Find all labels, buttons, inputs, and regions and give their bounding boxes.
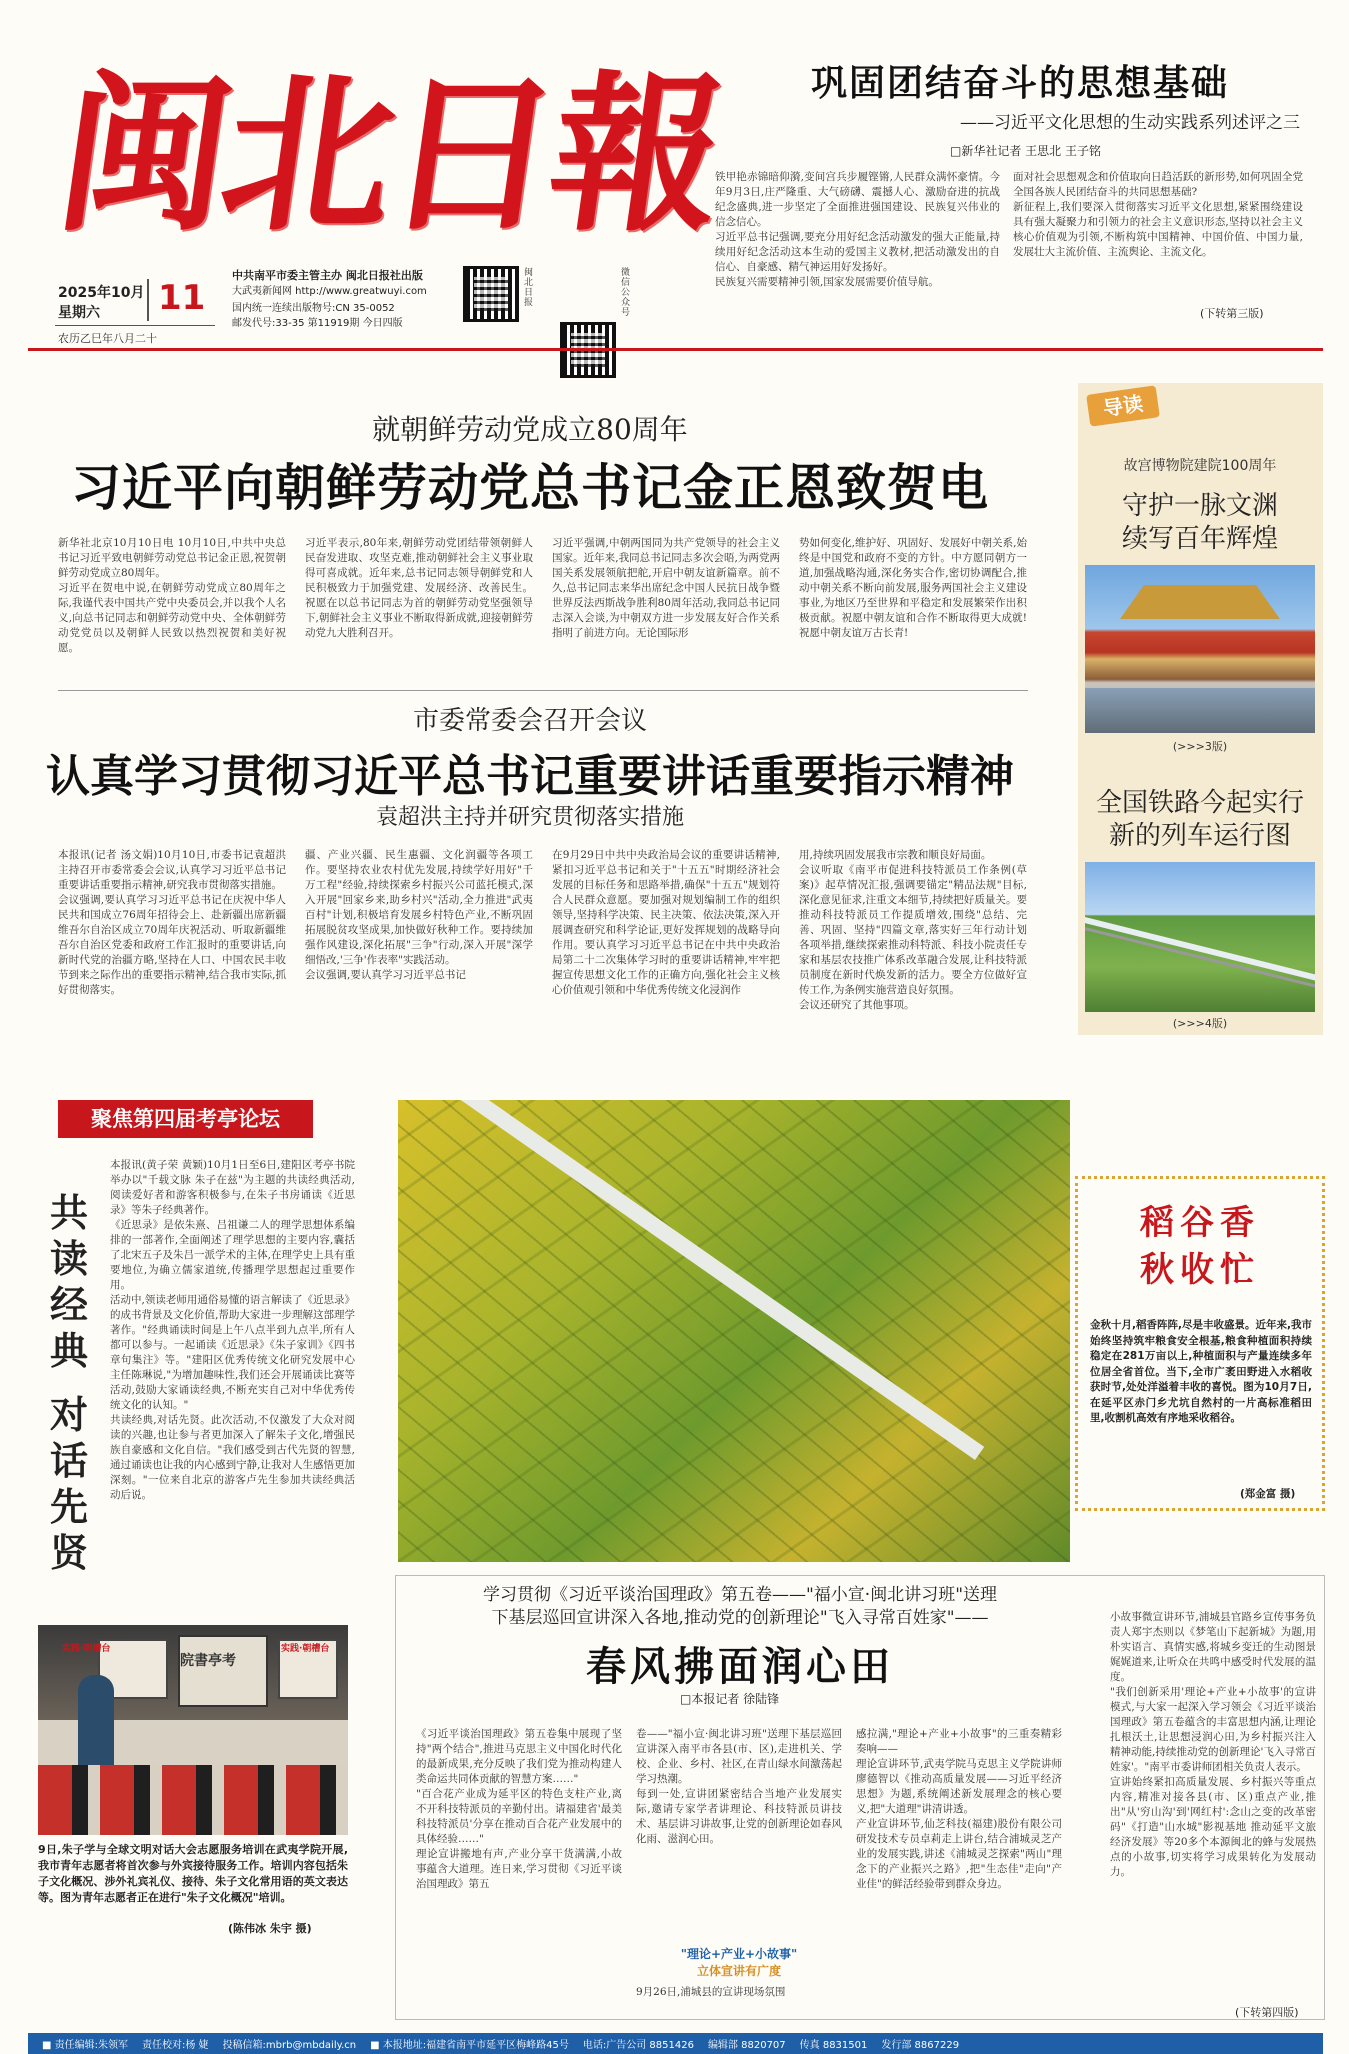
forbidden-city-photo (1085, 565, 1315, 733)
qr-label: 微信公众号 (621, 268, 631, 318)
lead-col: 势如何变化,维护好、巩固好、发展好中朝关系,始终是中国党和政府不变的方针。中方愿同朝方一道,加强战略沟通,深化务实合作,密切协调配合,推动中朝关系不断向前发展,服务两国社会主义建设事业,为地区乃至世界和平稳定和发展繁荣作出积极贡献。祝愿中朝友谊和合作不断取得更大成就!祝愿中朝友谊万古长青! (799, 537, 1027, 639)
meeting-headline: 认真学习贯彻习近平总书记重要讲话重要指示精神 (46, 751, 1014, 802)
photo-sign-text: 院書亭考 (180, 1653, 236, 1669)
lead-col: 习近平表示,80年来,朝鲜劳动党团结带领朝鲜人民奋发进取、攻坚克难,推动朝鲜社会主义事业取得可喜成就。近年来,总书记同志领导朝鲜党和人民积极致力于加强党建、发展经济、改善民生。祝愿在以总书记同志为首的朝鲜劳动党坚强领导下,朝鲜社会主义事业不断取得新成就,迎接朝鲜劳动党九大胜利召开。 (305, 537, 533, 639)
lunar-date: 农历乙巳年八月二十 (58, 332, 157, 345)
postal-code-line: 邮发代号:33-35 第11919期 今日四版 (232, 318, 403, 329)
logo-char: 報 (537, 55, 727, 255)
footer-issue: 发行部 8867229 (881, 2040, 960, 2051)
footer-phone: 电话:广告公司 8851426 (582, 2040, 694, 2051)
spring-kicker: 学习贯彻《习近平谈治国理政》第五卷——"福小宣·闽北讲习班"送理 (482, 1585, 998, 1605)
guide-item-title[interactable]: 新的列车运行图 (1108, 821, 1291, 851)
issue-date: 2025年10月 (58, 285, 145, 301)
continued-note: (下转第四版) (1235, 2006, 1299, 2019)
guide-item-title[interactable]: 续写百年辉煌 (1121, 524, 1278, 554)
spring-col: 9月26日,浦城县的宣讲现场氛围 (636, 1986, 786, 1998)
harvest-title: 稻谷香 (1140, 1203, 1260, 1243)
forum-banner: 聚焦第四届考亭论坛 (58, 1100, 313, 1138)
issue-weekday: 星期六 (58, 305, 100, 321)
meeting-col: 疆、产业兴疆、民生惠疆、文化润疆等各项工作。要坚持农业农村优先发展,持续学好用好"千万工程"经验,持续探索乡村振兴公司蓝托模式,深入开展"回家乡来,助乡村兴"活动,全力推进"武夷百村"计划,积极培育发展乡村特色产业,不断巩固拓展脱贫攻坚成果,加快做好秋种工作。要持续加强作风建设,深化拓展"三争"行动,深入开展"深学细悟改,'三争'作表率"实践活动。 会议强调,要认真学习习近平总书记 (305, 849, 533, 981)
top-article-col: 铁甲艳赤锦暗仰漪,变间宫兵步履铿锵,人民群众满怀豪情。今年9月3日,庄严隆重、大气磅礴、震撼人心、激励奋进的抗战纪念盛典,进一步坚定了全面推进强国建设、民族复兴伟业的信念信心。 习近平总书记强调,要充分用好纪念活动激发的强大正能量,持续用好纪念活动这本生动的爱国主义教材,把活动激发出的自信心、自豪感、精气神运用好发扬好。 民族复兴需要精神引领,国家发展需要价值导航。 (715, 171, 1000, 288)
photo-sign-text: 实践·朝槽台 (281, 1644, 330, 1654)
pull-quote: "理论+产业+小故事" (680, 1947, 798, 1961)
footer-email[interactable]: 投稿信箱:mbrb@mbdaily.cn (222, 2040, 357, 2051)
railway-photo (1085, 862, 1315, 1012)
website-line[interactable]: 大武夷新闻网 http://www.greatwuyi.com (232, 286, 427, 297)
footer-address: ■ 本报地址:福建省南平市延平区梅峰路45号 (370, 2040, 569, 2051)
publisher-line: 中共南平市委主管主办 闽北日报社出版 (232, 269, 423, 282)
photo-sign-text: 实践·朝槽台 (62, 1644, 111, 1654)
guide-page-ref[interactable]: (>>>4版) (1172, 1017, 1228, 1030)
lead-col: 新华社北京10月10日电 10月10日,中共中央总书记习近平致电朝鲜劳动党总书记金正恩,祝贺朝鲜劳动党成立80周年。 习近平在贺电中说,在朝鲜劳动党成立80周年之际,我谨代表中国共产党中央委员会,并以我个人名义,向总书记同志和朝鲜劳动党中央、全体朝鲜劳动党党员以及朝鲜人民致以热烈祝贺和美好祝愿。 (58, 537, 286, 654)
pull-quote: 立体宣讲有广度 (696, 1964, 781, 1978)
lead-headline: 习近平向朝鲜劳动党总书记金正恩致贺电 (71, 458, 989, 517)
photo-credit: (陈伟冰 朱宇 摄) (228, 1922, 312, 1935)
harvest-caption: 金秋十月,稻香阵阵,尽是丰收盛景。近年来,我市始终坚持筑牢粮食安全根基,粮食种植面积持续稳定在281万亩以上,种植面积与产量连续多年位居全省首位。当下,全市广袤田野进入水稻收获时节,处处洋溢着丰收的喜悦。图为10月7日,在延平区赤门乡尤坑自然村的一片高标准稻田里,收割机高效有序地采收稻谷。 (1090, 1319, 1312, 1424)
spring-col: 感拉满,"理论+产业+小故事"的三重奏精彩奏响—— 理论宣讲环节,武夷学院马克思主义学院讲师廖德智以《推动高质量发展——习近平经济思想》为题,系统阐述新发展理念的核心要义,把"大道理"讲清讲透。 产业宣讲环节,仙芝科技(福建)股份有限公司研发技术专员卓莉走上讲台,结合浦城灵芝产业的发展实践,讲述《浦城灵芝探索"两山"理念下的产业振兴之路》,把"生态佳"走向"产业佳"的鲜活经验带到群众身边。 (856, 1728, 1062, 1890)
qr-code-icon[interactable] (463, 266, 519, 322)
harvest-credit: (郑金富 摄) (1240, 1488, 1296, 1500)
footer-bar (28, 2033, 1323, 2054)
logo-char: 北 (209, 55, 399, 255)
top-article-col: 面对社会思想观念和价值取向日趋活跃的新形势,如何巩固全党全国各族人民团结奋斗的共同思想基础? 新征程上,我们要深入贯彻落实习近平文化思想,紧紧围绕建设具有强大凝聚力和引领力的社会主义意识形态,坚持以社会主义核心价值观为引领,不断构筑中国精神、中国价值、中国力量,发展壮大主流价值、主流舆论、主流文化。 (1013, 171, 1303, 258)
photo-caption: 9日,朱子学与全球文明对话大会志愿服务培训在武夷学院开展,我市青年志愿者将首次参与外宾接待服务工作。培训内容包括朱子文化概况、涉外礼宾礼仪、接待、朱子文化常用语的英文表达等。图为青年志愿者正在进行"朱子文化概况"培训。 (38, 1843, 348, 1904)
cn-number: 国内统一连续出版物号:CN 35-0052 (232, 303, 395, 314)
spring-byline: □本报记者 徐陆锋 (680, 1692, 780, 1706)
guide-page-ref[interactable]: (>>>3版) (1172, 740, 1228, 753)
guide-item-title[interactable]: 守护一脉文渊 (1121, 491, 1278, 521)
footer-fax: 传真 8831501 (799, 2040, 868, 2051)
footer-dept: 编辑部 8820707 (707, 2040, 786, 2051)
lead-kicker: 就朝鲜劳动党成立80周年 (372, 413, 688, 446)
guide-item-title[interactable]: 全国铁路今起实行 (1095, 788, 1304, 818)
spring-headline: 春风拂面润心田 (586, 1643, 894, 1690)
top-article-byline: □新华社记者 王思北 王子铭 (950, 144, 1101, 158)
guide-item-kicker: 故宫博物院建院100周年 (1123, 458, 1277, 474)
top-article-title: 巩固团结奋斗的思想基础 (810, 62, 1229, 104)
rice-field-aerial-photo (398, 1100, 1070, 1562)
footer-proof: 责任校对:杨 婕 (142, 2040, 209, 2051)
logo-char: 闽 (45, 55, 235, 255)
qr-label: 闽北日报 (524, 268, 534, 308)
guide-label: 导读 (1086, 385, 1160, 426)
lead-col: 习近平强调,中朝两国同为共产党领导的社会主义国家。近年来,我同总书记同志多次会晤,为两党两国关系发展领航把舵,开启中朝友谊新篇章。前不久,总书记同志来华出席纪念中国人民抗日战争暨世界反法西斯战争胜利80周年活动,我同总书记同志深入会谈,为中朝双方进一步发展友好合作关系指明了前进方向。无论国际形 (552, 537, 780, 639)
issue-day: 11 (158, 278, 206, 318)
spring-kicker: 下基层巡回宣讲深入各地,推动党的创新理论"飞入寻常百姓家"—— (491, 1608, 989, 1628)
spring-col: 小故事微宣讲环节,浦城县官路乡宣传事务负责人郑宇杰则以《梦笔山下起新城》为题,用朴实语言、真情实感,将城乡变迁的生动图景娓娓道来,让听众在共鸣中感受时代发展的温度。 "我们创新采用'理论+产业+小故事'的宣讲模式,与大家一起深入学习领会《习近平谈治国理政》第五卷蕴含的丰富思想内涵,让理论扎根沃土,让思想浸润心田,为乡村振兴注入精神动能,持续推动党的创新理论'飞入寻常百姓家'。"南平市委讲师团相关负责人表示。 宣讲始终紧扣高质量发展、乡村振兴等重点内容,精准对接各县(市、区)重点产业,推出"从'穷山沟'到'网红村':念山之变的改革密码"《打造"山水城"影视基地 推动延平文旅经济发展》等20多个本源闽北的蜂与发展热点的小故事,切实将学习成果转化为发展动力。 (1110, 1611, 1316, 1878)
meeting-col: 用,持续巩固发展我市宗教和顺良好局面。 会议听取《南平市促进科技特派员工作条例(草案)》起草情况汇报,强调要锚定"精品法规"目标,深化意见征求,注重文本细节,持续把好质量关。要推动科技特派员工作提质增效,围绕"总结、完善、巩固、坚持"四篇文章,落实好三年行动计划各项举措,继续探索推动科特派、科技小院责任专家和基层农技推广体系改革融合发展,让科技特派员制度在新时代焕发新的活力。要全方位做好宣传工作,为条例实施营造良好氛围。 会议还研究了其他事项。 (799, 849, 1027, 1011)
meeting-col: 在9月29日中共中央政治局会议的重要讲话精神,紧扣习近平总书记和关于"十五五"时期经济社会发展的目标任务和思路举措,确保"十五五"规划符合人民群众意愿。要加强对规划编制工作的组织领导,坚持科学决策、民主决策、依法决策,深入开展调查研究和科学论证,更好发挥规划的战略导向作用。要认真学习习近平总书记在中共中央政治局第二十二次集体学习时的重要讲话精神,牢牢把握宣传思想文化工作的正确方向,强化社会主义核心价值观引领和中华优秀传统文化浸润作 (552, 849, 780, 996)
meeting-kicker: 市委常委会召开会议 (412, 706, 647, 736)
continued-note: (下转第三版) (1200, 307, 1264, 320)
forum-vertical-title: 共读经典 (50, 1190, 89, 1373)
newspaper-logo (45, 55, 727, 255)
harvest-title: 秋收忙 (1140, 1250, 1260, 1290)
forum-body: 本报讯(黄子荣 黄颖)10月1日至6日,建阳区考亭书院举办以"千载文脉 朱子在兹"为主题的共读经典活动,阅读爱好者和游客积极参与,在朱子书房诵读《近思录》等朱子经典著作。 《近思录》是依朱熹、吕祖谦二人的理学思想体系编排的一部著作,全面阐述了理学思想的主要内容,囊括了北宋五子及朱吕一派学术的主体,在理学史上具有重要地位,为确立儒家道统,传播理学思想起过重要作用。 活动中,领读老师用通俗易懂的语言解读了《近思录》的成书背景及文化价值,帮助大家进一步理解这部理学著作。"经典诵读时间是上午八点半到九点半,所有人都可以参与。一起诵读《近思录》《朱子家训》《四书章句集注》等。"建阳区优秀传统文化研究发展中心主任陈琳说,"为增加趣味性,我们还会开展诵读比赛等活动,鼓励大家诵读经典,不断充实自己对中华优秀传统文化的认知。" 共读经典,对话先贤。此次活动,不仅激发了大众对阅读的兴趣,也让参与者更加深入了解朱子文化,增强民族自豪感和文化自信。"我们感受到古代先贤的智慧,通过诵读也让我的内心感到宁静,让我对人生感悟更加深刻。"一位来自北京的游客卢先生参加共读经典活动后说。 (110, 1159, 355, 1501)
top-article-subtitle: ——习近平文化思想的生动实践系列述评之三 (960, 113, 1300, 133)
meeting-subtitle: 袁超洪主持并研究贯彻落实措施 (375, 805, 684, 830)
footer-editor: ■ 责任编辑:朱领军 (42, 2040, 128, 2051)
spring-col: 卷——"福小宣·闽北讲习班"送理下基层巡回宣讲深入南平市各县(市、区),走进机关、学校、企业、乡村、社区,在青山绿水间激荡起学习热潮。 每到一处,宣讲团紧密结合当地产业发展实际,邀请专家学者讲理论、科技特派员讲技术、基层讲习讲故事,让党的创新理论如春风化雨、滋润心田。 (636, 1728, 842, 1845)
logo-char: 日 (373, 55, 563, 255)
spring-col: 《习近平谈治国理政》第五卷集中展现了坚持"两个结合",推进马克思主义中国化时代化的最新成果,充分反映了我们党为推动构建人类命运共同体贡献的智慧方案……" "百合花产业成为延平区的特色支柱产业,离不开科技特派员的辛勤付出。请福建省'最美科技特派员'分享在推动百合花产业发展中的具体经验……" 理论宣讲搬地有声,产业分享干货满满,小故事蕴含大道理。连日来,学习贯彻《习近平谈治国理政》第五 (416, 1728, 622, 1890)
forum-vertical-title: 对话先贤 (50, 1392, 89, 1575)
meeting-col: 本报讯(记者 汤文娟)10月10日,市委书记袁超洪主持召开市委常委会会议,认真学习习近平总书记重要讲话重要指示精神,研究我市贯彻落实措施。 会议强调,要认真学习习近平总书记在庆祝中华人民共和国成立76周年招待会上、赴新疆出席新疆维吾尔自治区成立70周年庆祝活动、听取新疆维吾尔自治区党委和政府工作汇报时的重要讲话,向新时代党的治疆方略,坚持在人口、中国农民丰收节到来之际作出的重要指示精神,结合我市实际,抓好贯彻落实。 (58, 849, 286, 996)
